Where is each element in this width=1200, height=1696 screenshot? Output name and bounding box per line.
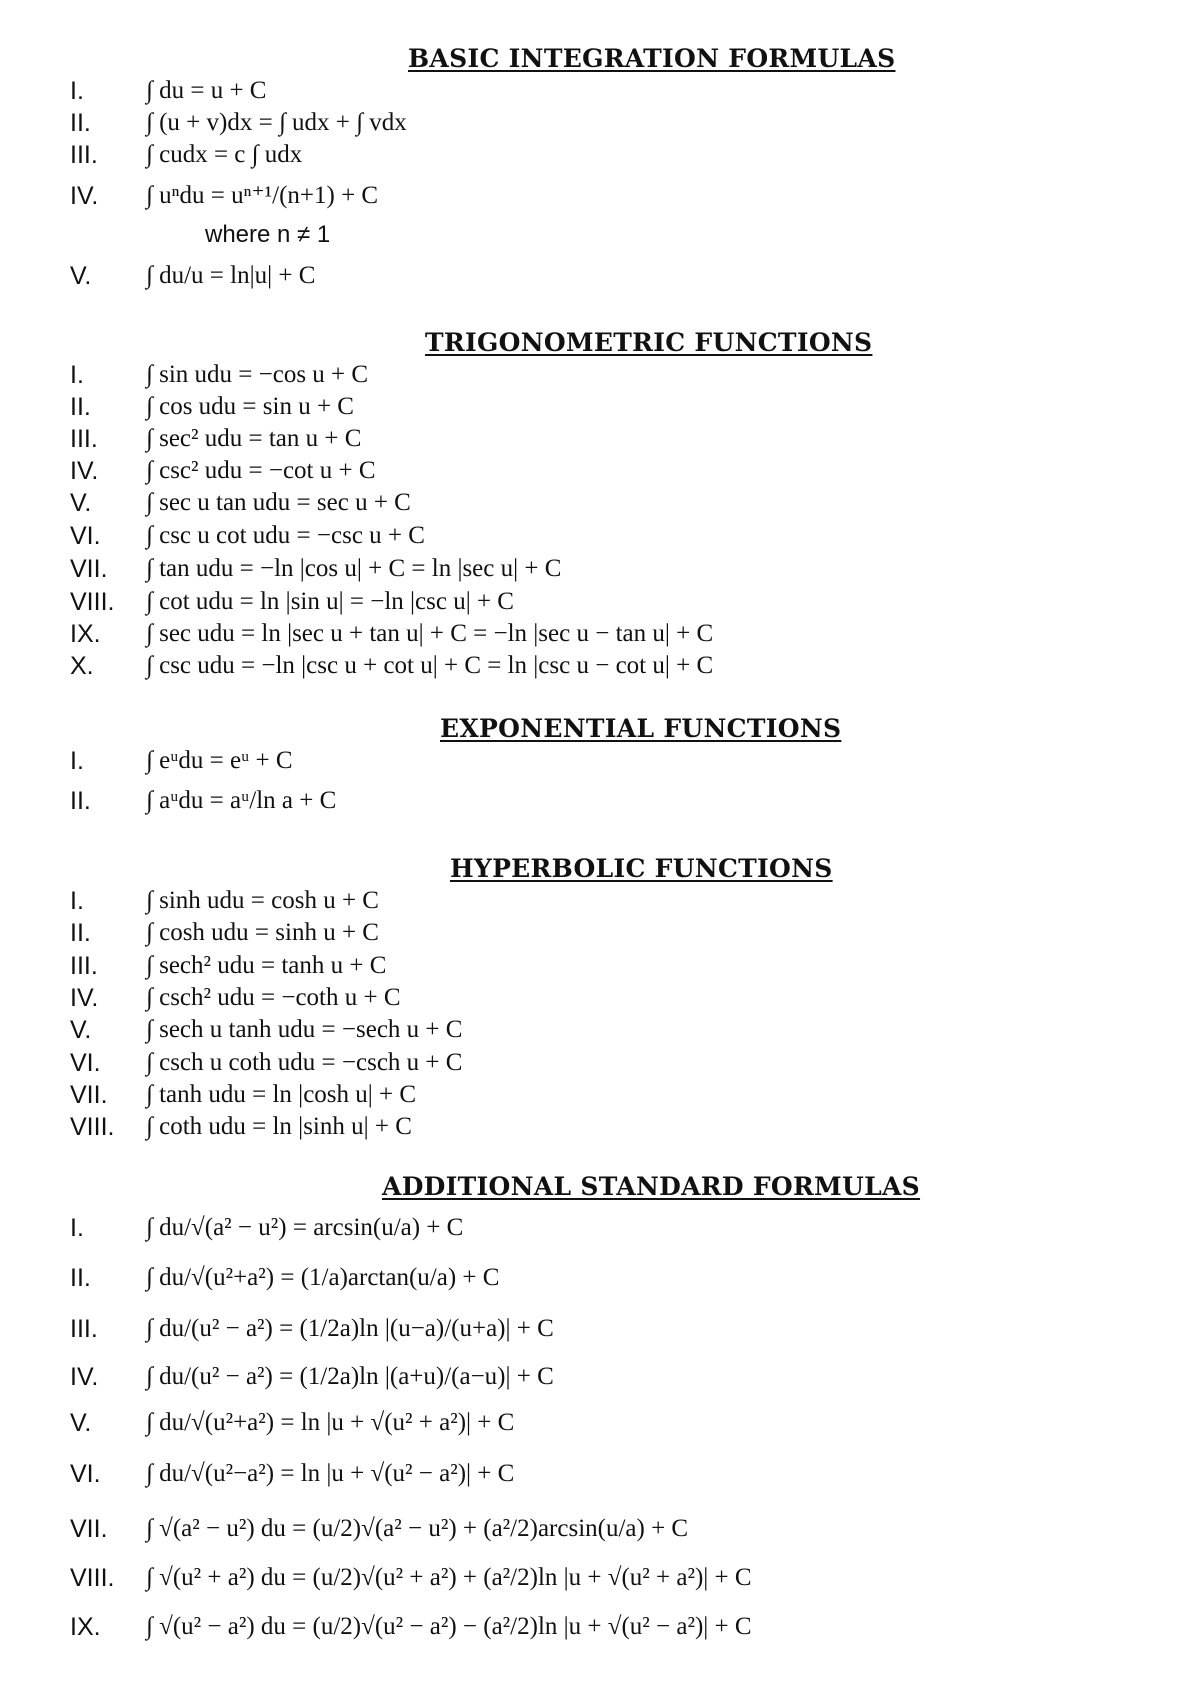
formula-note: where n ≠ 1 — [205, 221, 331, 248]
formula: ∫ tanh udu = ln |cosh u| + C — [146, 1081, 417, 1108]
item-number: VI. — [70, 1460, 101, 1488]
formula: ∫ cudx = c ∫ udx — [146, 141, 303, 168]
section-title-trigonometric: TRIGONOMETRIC FUNCTIONS — [425, 328, 873, 357]
formula: ∫ du/(u² − a²) = (1/2a)ln |(a+u)/(a−u)| + C — [146, 1363, 554, 1390]
item-number: II. — [70, 109, 91, 137]
formula: ∫ coth udu = ln |sinh u| + C — [146, 1113, 412, 1140]
formula: ∫ cosh udu = sinh u + C — [146, 919, 379, 946]
formula: ∫ du/√(a² − u²) = arcsin(u/a) + C — [146, 1214, 464, 1241]
item-number: X. — [70, 652, 94, 680]
formula: ∫ √(u² + a²) du = (u/2)√(u² + a²) + (a²/2)ln |u + √(u² + a²)| + C — [146, 1564, 752, 1591]
formula: ∫ cot udu = ln |sin u| = −ln |csc u| + C — [146, 588, 514, 615]
item-number: II. — [70, 1264, 91, 1292]
item-number: IV. — [70, 457, 99, 485]
formula: ∫ sec² udu = tan u + C — [146, 425, 362, 452]
item-number: IX. — [70, 1613, 101, 1641]
item-number: I. — [70, 747, 84, 775]
section-title-hyperbolic: HYPERBOLIC FUNCTIONS — [450, 854, 833, 883]
item-number: II. — [70, 787, 91, 815]
section-title-basic: BASIC INTEGRATION FORMULAS — [408, 44, 896, 73]
formula: ∫ du = u + C — [146, 77, 267, 104]
formula: ∫ du/√(u²+a²) = ln |u + √(u² + a²)| + C — [146, 1409, 515, 1436]
item-number: V. — [70, 1409, 92, 1437]
item-number: I. — [70, 887, 84, 915]
item-number: VI. — [70, 1049, 101, 1077]
item-number: I. — [70, 77, 84, 105]
section-title-exponential: EXPONENTIAL FUNCTIONS — [440, 714, 842, 743]
item-number: IV. — [70, 182, 99, 210]
formula: ∫ csch² udu = −coth u + C — [146, 984, 401, 1011]
item-number: III. — [70, 1315, 98, 1343]
item-number: VII. — [70, 1515, 108, 1543]
item-number: IX. — [70, 620, 101, 648]
formula: ∫ (u + v)dx = ∫ udx + ∫ vdx — [146, 109, 407, 136]
item-number: VIII. — [70, 588, 115, 616]
formula: ∫ √(a² − u²) du = (u/2)√(a² − u²) + (a²/2)arcsin(u/a) + C — [146, 1515, 689, 1542]
item-number: VIII. — [70, 1564, 115, 1592]
item-number: III. — [70, 141, 98, 169]
formula: ∫ csch u coth udu = −csch u + C — [146, 1049, 463, 1076]
formula: ∫ sech² udu = tanh u + C — [146, 952, 387, 979]
item-number: VI. — [70, 522, 101, 550]
item-number: IV. — [70, 1363, 99, 1391]
formula: ∫ eᵘdu = eᵘ + C — [146, 747, 293, 774]
section-title-additional: ADDITIONAL STANDARD FORMULAS — [382, 1172, 921, 1201]
item-number: V. — [70, 489, 92, 517]
formula: ∫ du/√(u²−a²) = ln |u + √(u² − a²)| + C — [146, 1460, 515, 1487]
formula: ∫ sin udu = −cos u + C — [146, 361, 369, 388]
formula: ∫ sec u tan udu = sec u + C — [146, 489, 411, 516]
formula: ∫ csc² udu = −cot u + C — [146, 457, 376, 484]
formula: ∫ csc u cot udu = −csc u + C — [146, 522, 425, 549]
item-number: IV. — [70, 984, 99, 1012]
formula: ∫ csc udu = −ln |csc u + cot u| + C = ln |csc u − cot u| + C — [146, 652, 714, 679]
formula: ∫ sec udu = ln |sec u + tan u| + C = −ln |sec u − tan u| + C — [146, 620, 714, 647]
item-number: VII. — [70, 555, 108, 583]
item-number: II. — [70, 393, 91, 421]
item-number: II. — [70, 919, 91, 947]
item-number: I. — [70, 1214, 84, 1242]
item-number: V. — [70, 262, 92, 290]
formula: ∫ cos udu = sin u + C — [146, 393, 354, 420]
item-number: V. — [70, 1016, 92, 1044]
formula: ∫ du/u = ln|u| + C — [146, 262, 316, 289]
formula: ∫ sech u tanh udu = −sech u + C — [146, 1016, 463, 1043]
item-number: VII. — [70, 1081, 108, 1109]
formula: ∫ uⁿdu = uⁿ⁺¹/(n+1) + C — [146, 182, 379, 209]
formula: ∫ du/√(u²+a²) = (1/a)arctan(u/a) + C — [146, 1264, 500, 1291]
item-number: VIII. — [70, 1113, 115, 1141]
formula: ∫ du/(u² − a²) = (1/2a)ln |(u−a)/(u+a)| + C — [146, 1315, 554, 1342]
formula: ∫ aᵘdu = aᵘ/ln a + C — [146, 787, 337, 814]
item-number: I. — [70, 361, 84, 389]
formula: ∫ sinh udu = cosh u + C — [146, 887, 379, 914]
item-number: III. — [70, 425, 98, 453]
formula: ∫ tan udu = −ln |cos u| + C = ln |sec u| + C — [146, 555, 562, 582]
formula: ∫ √(u² − a²) du = (u/2)√(u² − a²) − (a²/2)ln |u + √(u² − a²)| + C — [146, 1613, 752, 1640]
item-number: III. — [70, 952, 98, 980]
